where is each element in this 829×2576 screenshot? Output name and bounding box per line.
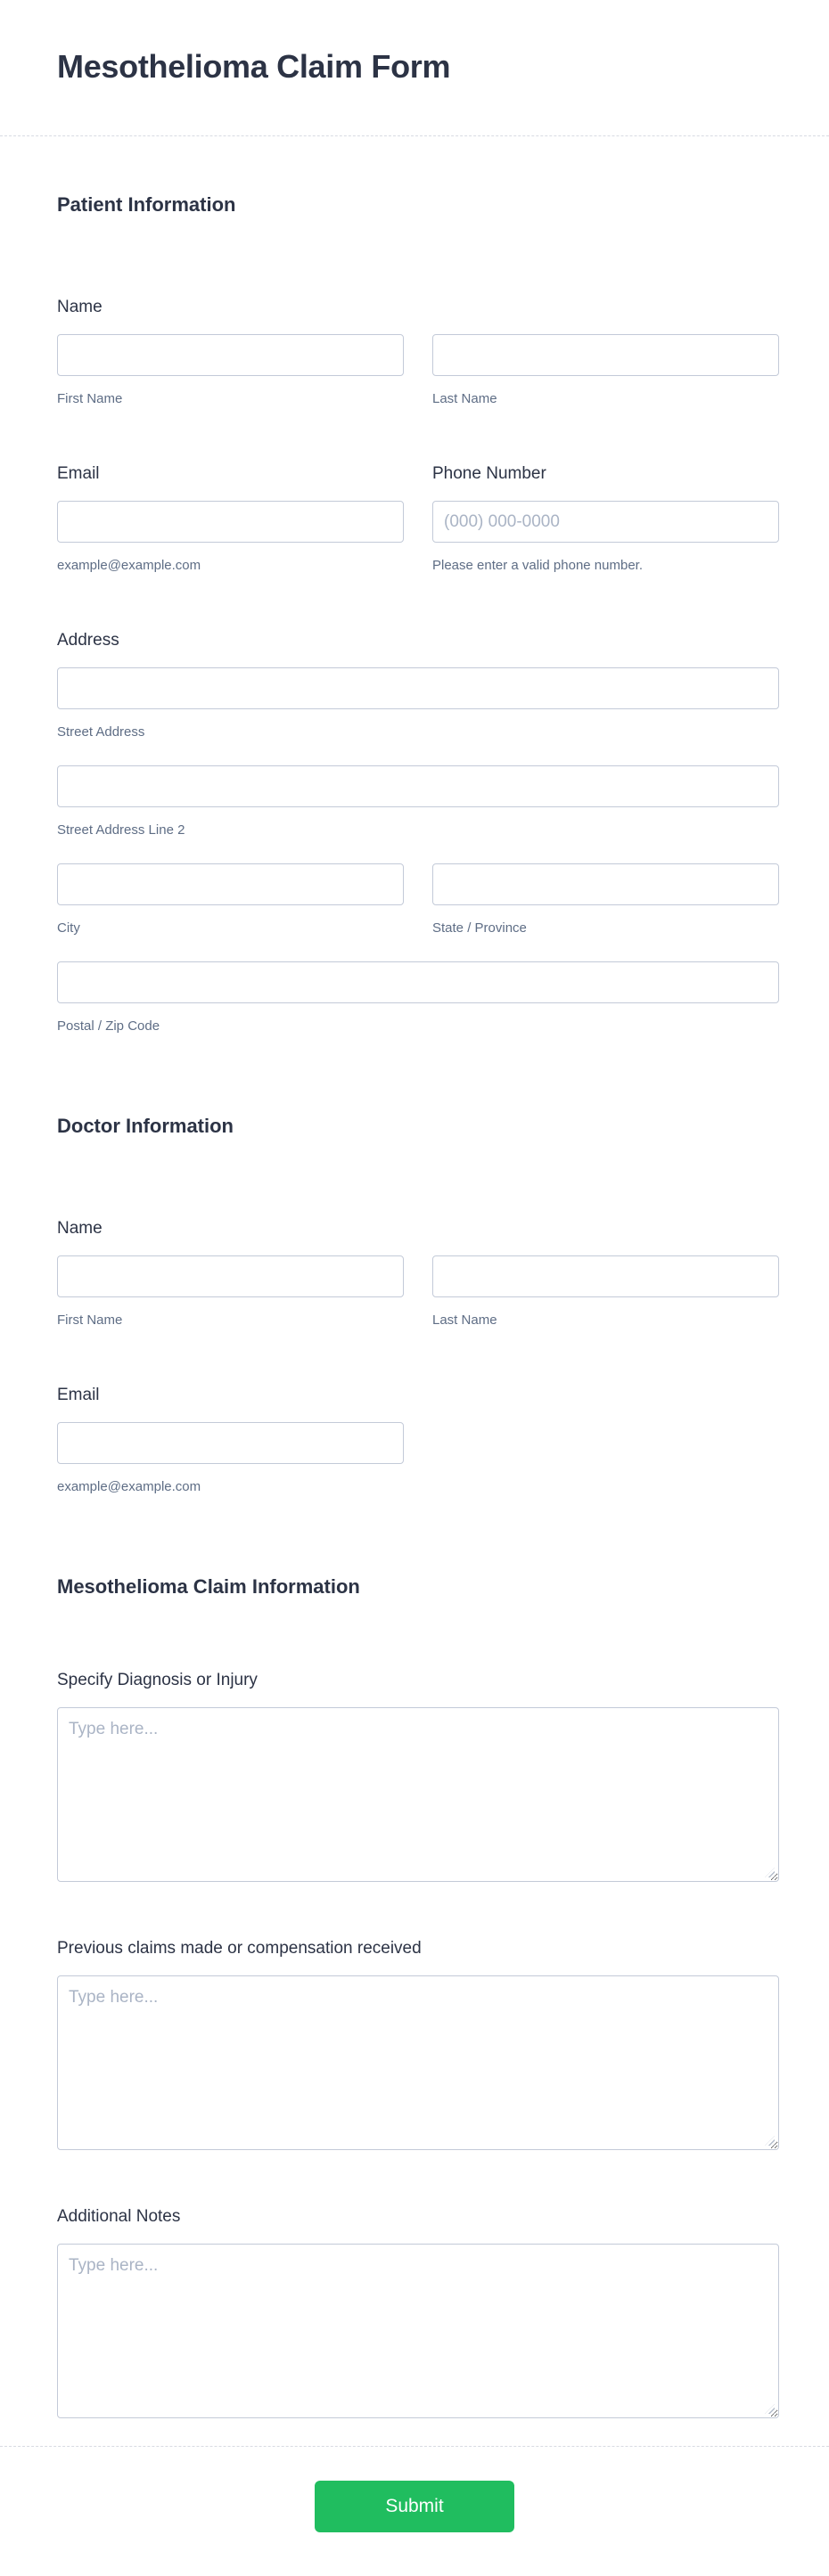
patient-first-name-sublabel: First Name [57,391,123,406]
additional-notes-label: Additional Notes [57,2207,181,2226]
doctor-email-row [57,1386,779,1552]
address-street2-field [57,765,779,863]
doctor-email-row-spacer [432,1386,779,1552]
doctor-email-sublabel: example@example.com [57,1479,201,1494]
form-header [0,0,829,136]
patient-name-label: Name [57,298,103,316]
patient-last-name-input[interactable] [432,334,779,376]
patient-name-row [57,334,779,407]
address-state-input[interactable] [432,863,779,905]
doctor-last-name-input[interactable] [432,1255,779,1297]
patient-email-sublabel: example@example.com [57,558,201,573]
question-patient-phone [432,464,779,631]
address-postal-sublabel: Postal / Zip Code [57,1018,160,1034]
question-doctor-email [57,1386,404,1552]
patient-address-label: Address [57,631,119,650]
patient-first-name-input[interactable] [57,334,404,376]
address-street-input[interactable] [57,667,779,709]
question-patient-address [57,631,779,1092]
address-city-field [57,863,404,936]
doctor-name-row [57,1255,779,1329]
doctor-email-input[interactable] [57,1422,404,1464]
additional-notes-textarea[interactable] [57,2244,779,2418]
diagnosis-label: Specify Diagnosis or Injury [57,1671,258,1689]
doctor-first-name-sublabel: First Name [57,1313,123,1328]
doctor-name-label: Name [57,1219,103,1238]
address-street-field [57,667,779,765]
address-street2-sublabel: Street Address Line 2 [57,822,185,838]
form-body [0,136,829,2446]
patient-last-name-field [432,334,779,407]
question-previous-claims [57,1939,779,2207]
patient-phone-input[interactable] [432,501,779,543]
address-postal-input[interactable] [57,961,779,1003]
doctor-last-name-sublabel: Last Name [432,1313,497,1328]
question-additional-notes [57,2207,779,2446]
address-state-field [432,863,779,936]
patient-first-name-field [57,334,404,407]
section-heading-doctor: Doctor Information [57,1115,234,1137]
patient-phone-sublabel: Please enter a valid phone number. [432,558,643,573]
question-patient-email [57,464,404,631]
address-city-sublabel: City [57,920,80,936]
previous-claims-textarea-wrap [57,1975,779,2150]
doctor-last-name-field [432,1255,779,1329]
patient-last-name-sublabel: Last Name [432,391,497,406]
doctor-first-name-input[interactable] [57,1255,404,1297]
address-city-state-row [57,863,779,961]
section-heading-patient: Patient Information [57,193,236,216]
address-city-input[interactable] [57,863,404,905]
form-title: Mesothelioma Claim Form [57,48,451,85]
previous-claims-label: Previous claims made or compensation received [57,1939,422,1958]
patient-email-label: Email [57,464,100,483]
address-street2-input[interactable] [57,765,779,807]
address-state-sublabel: State / Province [432,920,527,936]
form-footer [0,2446,829,2576]
question-doctor-name [57,1219,779,1386]
question-patient-name [57,298,779,464]
question-diagnosis [57,1671,779,1939]
section-heading-claim: Mesothelioma Claim Information [57,1575,360,1598]
address-postal-field [57,961,779,1034]
diagnosis-textarea[interactable] [57,1707,779,1882]
additional-notes-textarea-wrap [57,2244,779,2418]
diagnosis-textarea-wrap [57,1707,779,1882]
address-street-sublabel: Street Address [57,724,145,740]
previous-claims-textarea[interactable] [57,1975,779,2150]
patient-email-input[interactable] [57,501,404,543]
patient-phone-label: Phone Number [432,464,546,483]
patient-email-phone-row [57,464,779,631]
submit-button[interactable]: Submit [315,2481,514,2532]
doctor-first-name-field [57,1255,404,1329]
doctor-email-label: Email [57,1386,100,1404]
